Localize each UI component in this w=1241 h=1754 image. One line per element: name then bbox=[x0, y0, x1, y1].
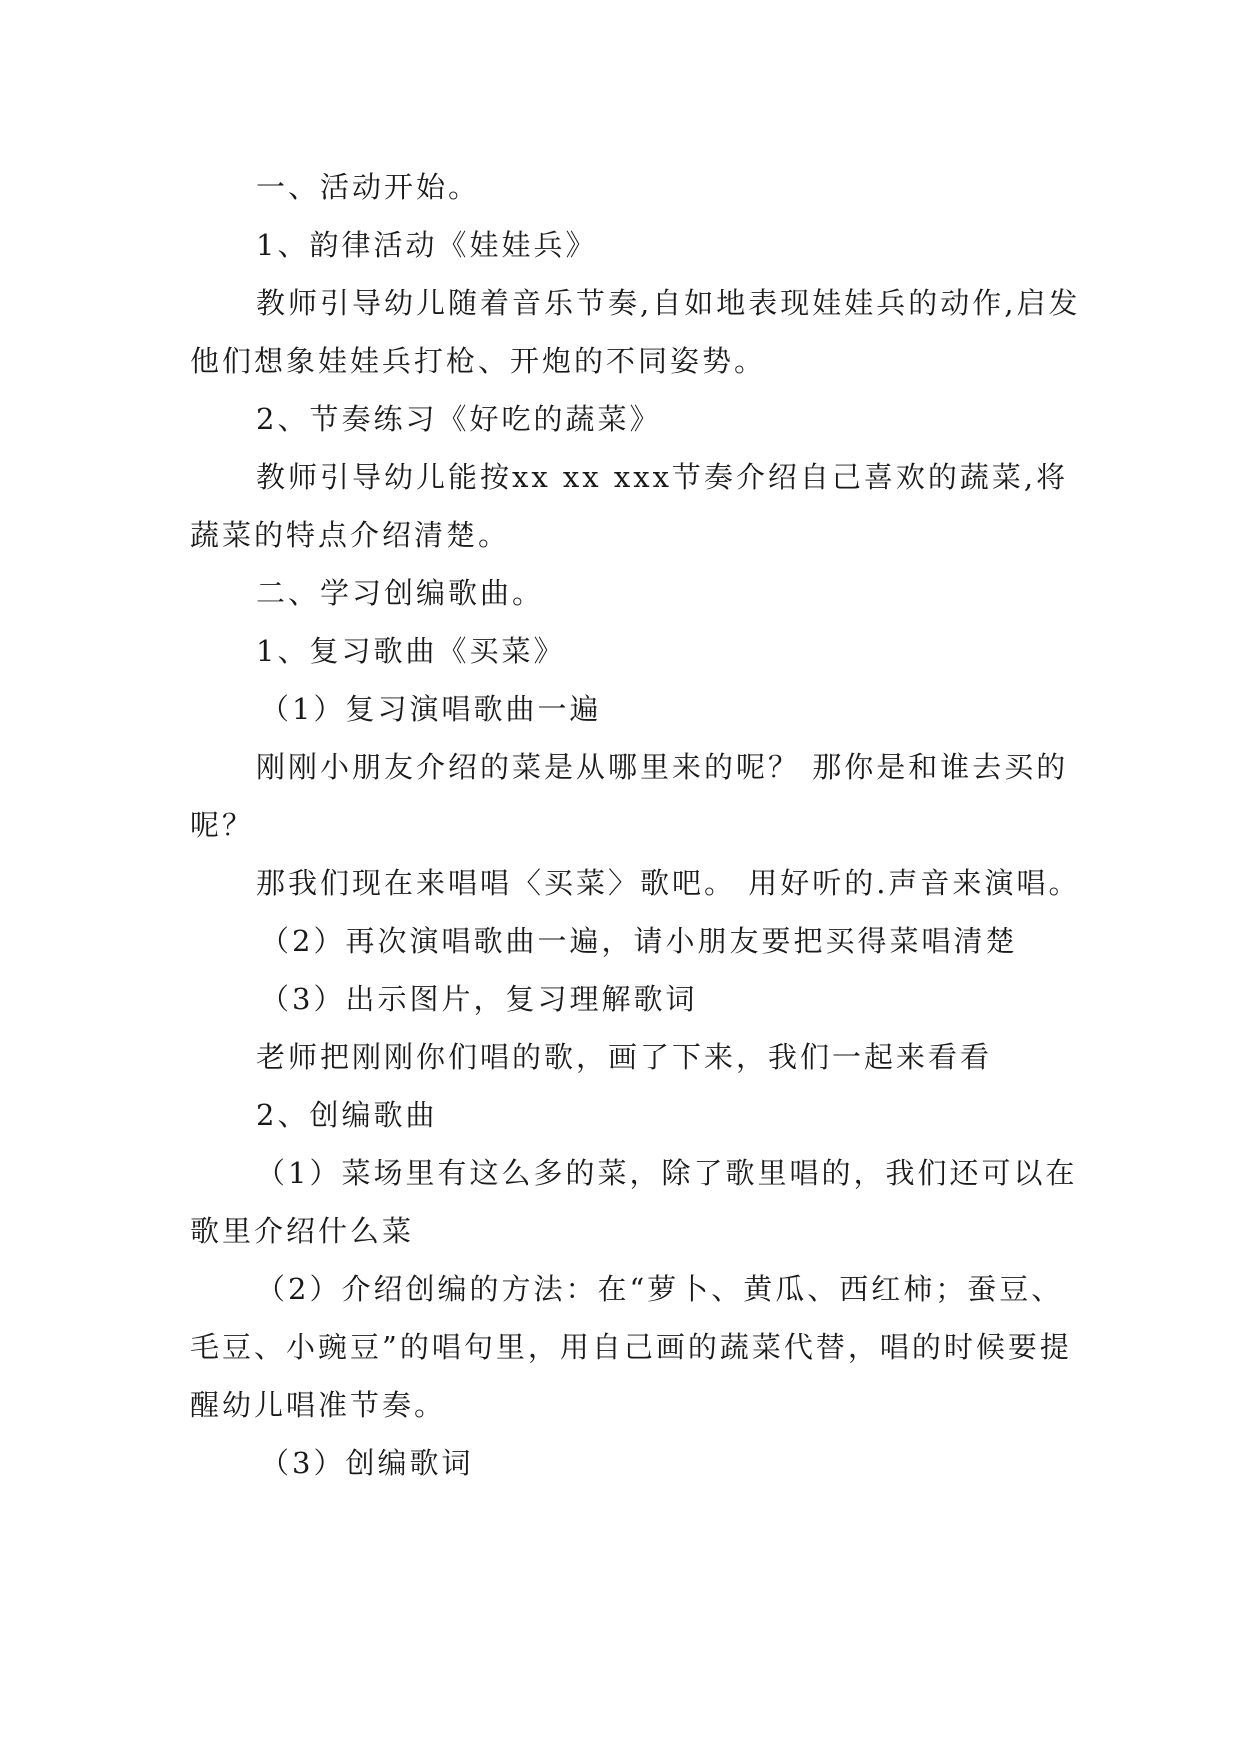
subitem-create-lyrics: （3）创编歌词 bbox=[260, 1446, 474, 1480]
item-create-song: 2、创编歌曲 bbox=[256, 1098, 438, 1132]
item-rhythm-practice: 2、节奏练习《好吃的蔬菜》 bbox=[256, 402, 662, 436]
paragraph-teacher-drawing: 老师把刚刚你们唱的歌，画了下来，我们一起来看看 bbox=[256, 1040, 993, 1074]
document-body bbox=[190, 158, 1090, 1492]
section-heading-activity-start: 一、活动开始。 bbox=[256, 170, 481, 204]
paragraph-sing-together: 那我们现在来唱唱〈买菜〉歌吧。 用好听的.声音来演唱。 bbox=[256, 866, 1081, 900]
paragraph-rhythm-guidance: 教师引导幼儿随着音乐节奏,自如地表现娃娃兵的动作,启发他们想象娃娃兵打枪、开炮的不同姿势。 bbox=[190, 286, 1081, 378]
item-rhythm-activity: 1、韵律活动《娃娃兵》 bbox=[256, 228, 598, 262]
section-heading-learn-song: 二、学习创编歌曲。 bbox=[256, 576, 545, 610]
subitem-show-pictures: （3）出示图片，复习理解歌词 bbox=[260, 982, 698, 1016]
subitem-creation-method: （2）介绍创编的方法：在“萝卜、黄瓜、西红柿；蚕豆、毛豆、小豌豆”的唱句里，用自己画的蔬菜代替，唱的时候要提醒幼儿唱准节奏。 bbox=[190, 1272, 1072, 1422]
paragraph-rhythm-practice-guidance: 教师引导幼儿能按xx xx xxx节奏介绍自己喜欢的蔬菜,将蔬菜的特点介绍清楚。 bbox=[190, 460, 1069, 552]
subitem-review-sing: （1）复习演唱歌曲一遍 bbox=[260, 692, 602, 726]
subitem-sing-again: （2）再次演唱歌曲一遍，请小朋友要把买得菜唱清楚 bbox=[260, 924, 1018, 958]
paragraph-question: 刚刚小朋友介绍的菜是从哪里来的呢？ 那你是和谁去买的呢？ bbox=[190, 750, 1069, 842]
subitem-market-vegetables: （1）菜场里有这么多的菜，除了歌里唱的，我们还可以在歌里介绍什么菜 bbox=[190, 1156, 1078, 1248]
item-review-song: 1、复习歌曲《买菜》 bbox=[256, 634, 566, 668]
